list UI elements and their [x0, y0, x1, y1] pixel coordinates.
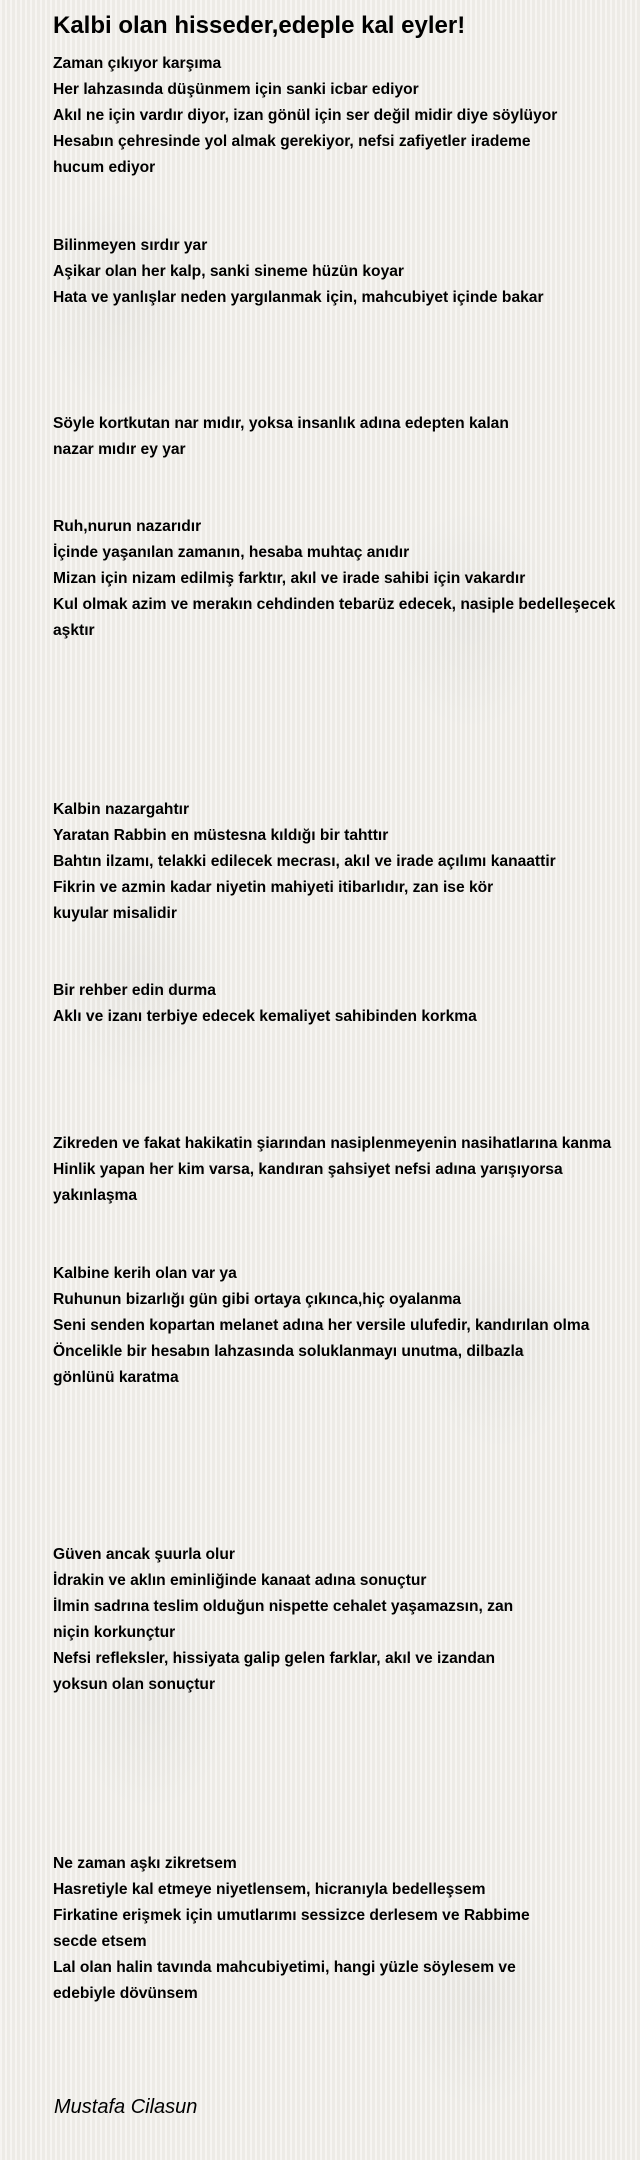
poem-line: Bir rehber edin durma [53, 982, 216, 999]
stanza-3 [53, 411, 638, 463]
poem-line: Güven ancak şuurla olur [53, 1546, 235, 1563]
poem-line: Ne zaman aşkı zikretsem [53, 1855, 237, 1872]
poem-line: Ruh,nurun nazarıdır [53, 518, 202, 535]
poem-line: Bilinmeyen sırdır yar [53, 237, 208, 254]
stanza-10 [53, 1851, 638, 2007]
poem-line: kuyular misalidir [53, 905, 177, 922]
poem-line: hucum ediyor [53, 159, 156, 176]
poem-line: Seni senden kopartan melanet adına her versile ulufedir, kandırılan olma [53, 1317, 590, 1334]
poem-line: Akıl ne için vardır diyor, izan gönül için ser değil midir diye söylüyor [53, 107, 558, 124]
poem-line: Her lahzasında düşünmem için sanki icbar ediyor [53, 81, 419, 98]
poem-line: Zaman çıkıyor karşıma [53, 55, 222, 72]
poem-line: niçin korkunçtur [53, 1624, 176, 1641]
poem-line: yoksun olan sonuçtur [53, 1676, 216, 1693]
stanza-6 [53, 978, 638, 1030]
poem-line: Fikrin ve azmin kadar niyetin mahiyeti itibarlıdır, zan ise kör [53, 879, 494, 896]
stanza-2 [53, 233, 638, 311]
poem-title: Kalbi olan hisseder,edeple kal eyler! [53, 12, 466, 39]
stanza-5 [53, 797, 638, 927]
poem-line: Hinlik yapan her kim varsa, kandıran şahsiyet nefsi adına yarışıyorsa [53, 1161, 563, 1178]
poem-line: Lal olan halin tavında mahcubiyetimi, hangi yüzle söylesem ve [53, 1959, 516, 1976]
poem-line: Kalbin nazargahtır [53, 801, 190, 818]
stanza-9 [53, 1542, 638, 1698]
poem-line: Bahtın ilzamı, telakki edilecek mecrası, akıl ve irade açılımı kanaattir [53, 853, 556, 870]
stanza-4 [53, 514, 638, 644]
poem-line: Yaratan Rabbin en müstesna kıldığı bir tahttır [53, 827, 389, 844]
poem-line: nazar mıdır ey yar [53, 441, 186, 458]
poem-line: Zikreden ve fakat hakikatin şiarından nasiplenmeyenin nasihatlarına kanma [53, 1135, 612, 1152]
poem-line: Hesabın çehresinde yol almak gerekiyor, nefsi zafiyetler irademe [53, 133, 531, 150]
poem-line: secde etsem [53, 1933, 147, 1950]
poem-line: Mizan için nizam edilmiş farktır, akıl ve irade sahibi için vakardır [53, 570, 526, 587]
stanza-8 [53, 1261, 638, 1391]
stanza-7 [53, 1131, 638, 1209]
poem-line: Aşikar olan her kalp, sanki sineme hüzün koyar [53, 263, 404, 280]
poem-line: gönlünü karatma [53, 1369, 179, 1386]
poem-line: aşktır [53, 622, 95, 639]
poem-line: Hata ve yanlışlar neden yargılanmak için, mahcubiyet içinde bakar [53, 289, 544, 306]
poem-line: Aklı ve izanı terbiye edecek kemaliyet sahibinden korkma [53, 1008, 477, 1025]
poem-line: Öncelikle bir hesabın lahzasında soluklanmayı unutma, dilbazla [53, 1343, 524, 1360]
poem-line: Kul olmak azim ve merakın cehdinden tebarüz edecek, nasiple bedelleşecek [53, 596, 616, 613]
poem-line: edebiyle dövünsem [53, 1985, 198, 2002]
poem-line: İlmin sadrına teslim olduğun nispette cehalet yaşamazsın, zan [53, 1598, 514, 1615]
poem-line: Söyle kortkutan nar mıdır, yoksa insanlık adına edepten kalan [53, 415, 509, 432]
poem-line: Hasretiyle kal etmeye niyetlensem, hicranıyla bedelleşsem [53, 1881, 486, 1898]
stanza-1 [53, 51, 638, 181]
poem-line: Nefsi refleksler, hissiyata galip gelen farklar, akıl ve izandan [53, 1650, 496, 1667]
poem-line: İdrakin ve aklın eminliğinde kanaat adına sonuçtur [53, 1572, 427, 1589]
poem-line: Kalbine kerih olan var ya [53, 1265, 237, 1282]
poem-line: İçinde yaşanılan zamanın, hesaba muhtaç anıdır [53, 544, 410, 561]
author-name: Mustafa Cilasun [54, 2096, 198, 2118]
poem-line: Ruhunun bizarlığı gün gibi ortaya çıkınca,hiç oyalanma [53, 1291, 462, 1308]
poem-line: yakınlaşma [53, 1187, 138, 1204]
poem-line: Firkatine erişmek için umutlarımı sessizce derlesem ve Rabbime [53, 1907, 530, 1924]
